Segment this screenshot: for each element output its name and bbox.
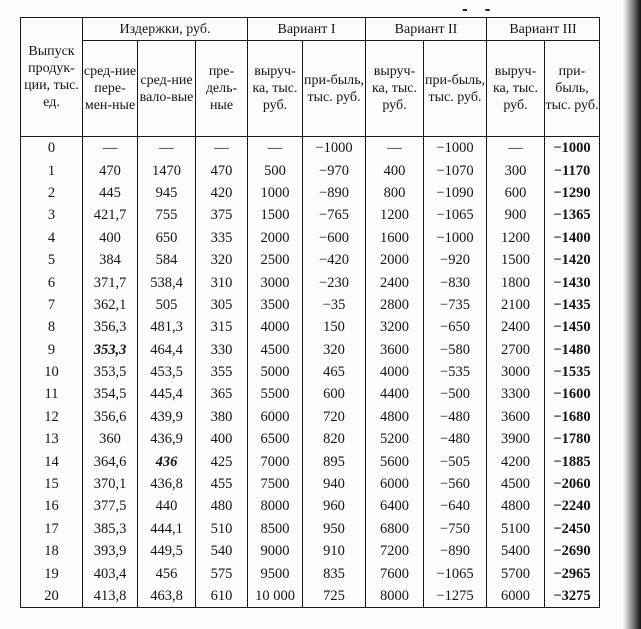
cell-avg-variable: 421,7 [83,204,138,226]
cell-revenue-1: 4000 [248,316,303,338]
cell-profit-1: 465 [303,361,366,383]
cell-revenue-2: 7200 [366,540,424,562]
table-row [21,383,600,405]
cell-profit-2: −505 [424,450,487,472]
header-profit-3: при-быль, тыс. руб. [545,41,600,137]
cell-profit-2: −500 [424,383,487,405]
cell-profit-3: −1680 [545,406,600,428]
table-row [21,406,600,428]
cell-marginal: 470 [196,159,248,181]
cell-avg-gross: 505 [138,294,196,316]
cell-profit-3: −2965 [545,562,600,584]
cell-revenue-1: 5000 [248,361,303,383]
cell-profit-1: 835 [303,562,366,584]
cell-profit-2: −580 [424,339,487,361]
cell-profit-3: −2060 [545,473,600,495]
cell-profit-3: −1420 [545,249,600,271]
cell-profit-2: −480 [424,428,487,450]
header-revenue-1: выруч-ка, тыс. руб. [248,41,303,137]
table-row [21,450,600,472]
cell-avg-gross: 436,8 [138,473,196,495]
cell-output: 11 [21,383,83,405]
cell-revenue-1: 2000 [248,227,303,249]
cell-revenue-1: 2500 [248,249,303,271]
cell-avg-variable: 360 [83,428,138,450]
header-variant-1: Вариант I [248,18,366,41]
header-revenue-2: выруч-ка, тыс. руб. [366,41,424,137]
cell-output: 19 [21,562,83,584]
cell-marginal: 335 [196,227,248,249]
cell-revenue-3: 4200 [487,450,545,472]
cell-avg-gross: 463,8 [138,585,196,608]
cell-avg-gross: 584 [138,249,196,271]
cell-revenue-1: 8000 [248,495,303,517]
table-row [21,271,600,293]
cell-revenue-2: 8000 [366,585,424,608]
cell-avg-variable: 356,6 [83,406,138,428]
cell-revenue-1: 10 000 [248,585,303,608]
cell-avg-gross: 440 [138,495,196,517]
cell-profit-1: 910 [303,540,366,562]
cell-avg-variable: 354,5 [83,383,138,405]
cell-output: 0 [21,137,83,160]
cell-avg-variable: — [83,137,138,160]
cell-profit-3: −1400 [545,227,600,249]
cell-marginal: 575 [196,562,248,584]
header-costs-group: Издержки, руб. [83,18,248,41]
table-row [21,159,600,181]
cell-avg-variable: 353,5 [83,361,138,383]
cell-revenue-2: 6800 [366,518,424,540]
cell-output: 15 [21,473,83,495]
table-row [21,249,600,271]
table-row [21,495,600,517]
cell-revenue-3: 600 [487,182,545,204]
table-row [21,227,600,249]
cell-avg-variable: 384 [83,249,138,271]
cell-avg-gross: 445,4 [138,383,196,405]
cell-marginal: — [196,137,248,160]
cell-profit-1: 950 [303,518,366,540]
cell-profit-1: −1000 [303,137,366,160]
cell-avg-variable: 356,3 [83,316,138,338]
table-row [21,585,600,608]
cell-profit-2: −1000 [424,137,487,160]
cell-avg-gross: 538,4 [138,271,196,293]
cell-profit-2: −560 [424,473,487,495]
cell-marginal: 365 [196,383,248,405]
cell-avg-variable: 413,8 [83,585,138,608]
cell-revenue-3: — [487,137,545,160]
table-row [21,540,600,562]
cell-revenue-1: — [248,137,303,160]
cell-marginal: 305 [196,294,248,316]
cell-revenue-3: 3900 [487,428,545,450]
cell-profit-3: −1450 [545,316,600,338]
cell-revenue-2: 2800 [366,294,424,316]
table-row [21,137,600,160]
table-row [21,182,600,204]
cell-profit-2: −480 [424,406,487,428]
cell-revenue-3: 1500 [487,249,545,271]
cell-avg-gross: 650 [138,227,196,249]
cell-revenue-2: 1600 [366,227,424,249]
cell-revenue-1: 5500 [248,383,303,405]
cell-marginal: 510 [196,518,248,540]
cell-profit-2: −1065 [424,204,487,226]
cell-revenue-3: 900 [487,204,545,226]
cell-revenue-3: 300 [487,159,545,181]
cell-output: 9 [21,339,83,361]
cell-profit-1: −890 [303,182,366,204]
cell-revenue-2: 1200 [366,204,424,226]
cell-marginal: 610 [196,585,248,608]
cell-revenue-2: 4400 [366,383,424,405]
cell-avg-gross: 444,1 [138,518,196,540]
cell-profit-3: −2690 [545,540,600,562]
cell-revenue-3: 3600 [487,406,545,428]
cell-revenue-1: 6000 [248,406,303,428]
cell-profit-1: −230 [303,271,366,293]
cell-profit-3: −1780 [545,428,600,450]
header-revenue-3: выруч-ка, тыс. руб. [487,41,545,137]
cell-profit-2: −1090 [424,182,487,204]
cell-profit-1: −970 [303,159,366,181]
cell-avg-gross: 755 [138,204,196,226]
cell-avg-gross: — [138,137,196,160]
table-body [21,137,600,608]
cell-avg-gross: 481,3 [138,316,196,338]
cell-avg-variable: 377,5 [83,495,138,517]
cell-revenue-1: 3000 [248,271,303,293]
cell-profit-2: −535 [424,361,487,383]
cell-profit-1: 320 [303,339,366,361]
cell-profit-3: −1885 [545,450,600,472]
cell-revenue-3: 5400 [487,540,545,562]
cell-avg-variable: 364,6 [83,450,138,472]
cell-output: 20 [21,585,83,608]
cell-revenue-1: 4500 [248,339,303,361]
cell-profit-3: −1290 [545,182,600,204]
cell-profit-2: −650 [424,316,487,338]
cell-marginal: 320 [196,249,248,271]
cell-profit-2: −890 [424,540,487,562]
table-row [21,204,600,226]
table-row [21,518,600,540]
cell-profit-3: −1000 [545,137,600,160]
cell-marginal: 480 [196,495,248,517]
cell-marginal: 375 [196,204,248,226]
cell-revenue-1: 7000 [248,450,303,472]
cell-avg-variable: 470 [83,159,138,181]
cell-avg-gross: 436 [138,450,196,472]
cell-output: 4 [21,227,83,249]
cell-revenue-3: 1200 [487,227,545,249]
cell-profit-3: −2450 [545,518,600,540]
header-variant-2: Вариант II [366,18,487,41]
cell-revenue-1: 9000 [248,540,303,562]
cell-revenue-2: 3200 [366,316,424,338]
cell-avg-variable: 353,3 [83,339,138,361]
cell-avg-variable: 403,4 [83,562,138,584]
cell-revenue-3: 5100 [487,518,545,540]
cell-profit-2: −1065 [424,562,487,584]
cell-revenue-2: 4800 [366,406,424,428]
cell-profit-1: 940 [303,473,366,495]
cell-avg-variable: 393,9 [83,540,138,562]
header-avg-gross: сред-ние вало-вые [138,41,196,137]
cell-revenue-2: 5600 [366,450,424,472]
cell-revenue-3: 2100 [487,294,545,316]
cell-profit-1: −420 [303,249,366,271]
cell-profit-2: −830 [424,271,487,293]
cell-profit-2: −1070 [424,159,487,181]
cell-profit-1: 960 [303,495,366,517]
cell-revenue-3: 1800 [487,271,545,293]
cell-revenue-2: 6400 [366,495,424,517]
cell-marginal: 420 [196,182,248,204]
cell-profit-2: −1275 [424,585,487,608]
table-row [21,562,600,584]
cell-revenue-1: 1000 [248,182,303,204]
cell-profit-3: −1600 [545,383,600,405]
cell-marginal: 380 [196,406,248,428]
cell-revenue-2: 800 [366,182,424,204]
cell-profit-3: −1480 [545,339,600,361]
cell-profit-2: −1000 [424,227,487,249]
cell-profit-1: −600 [303,227,366,249]
cell-profit-2: −640 [424,495,487,517]
cell-profit-1: −35 [303,294,366,316]
cell-output: 13 [21,428,83,450]
cell-revenue-3: 2700 [487,339,545,361]
cell-avg-variable: 385,3 [83,518,138,540]
cell-profit-1: −765 [303,204,366,226]
cell-profit-1: 725 [303,585,366,608]
cell-output: 10 [21,361,83,383]
table-row [21,316,600,338]
cell-profit-2: −750 [424,518,487,540]
cost-variants-table [20,17,600,608]
header-variant-3: Вариант III [487,18,600,41]
cell-revenue-3: 4800 [487,495,545,517]
cell-avg-gross: 456 [138,562,196,584]
cell-revenue-1: 6500 [248,428,303,450]
cell-marginal: 400 [196,428,248,450]
cell-profit-3: −1170 [545,159,600,181]
cell-revenue-3: 4500 [487,473,545,495]
cell-avg-variable: 371,7 [83,271,138,293]
cell-marginal: 315 [196,316,248,338]
cell-avg-gross: 453,5 [138,361,196,383]
cell-profit-2: −735 [424,294,487,316]
cell-profit-3: −3275 [545,585,600,608]
cell-avg-gross: 945 [138,182,196,204]
cell-revenue-3: 6000 [487,585,545,608]
cell-profit-3: −1430 [545,271,600,293]
cell-revenue-1: 500 [248,159,303,181]
cell-profit-3: −1365 [545,204,600,226]
cell-avg-gross: 449,5 [138,540,196,562]
cell-output: 12 [21,406,83,428]
cell-revenue-1: 1500 [248,204,303,226]
cell-marginal: 455 [196,473,248,495]
table-row [21,339,600,361]
cell-revenue-3: 3300 [487,383,545,405]
header-profit-2: при-быль, тыс. руб. [424,41,487,137]
cell-output: 8 [21,316,83,338]
cell-marginal: 330 [196,339,248,361]
cell-revenue-1: 9500 [248,562,303,584]
cell-profit-3: −2240 [545,495,600,517]
table-row [21,473,600,495]
cell-output: 6 [21,271,83,293]
cell-output: 3 [21,204,83,226]
table-row [21,294,600,316]
cell-revenue-2: 6000 [366,473,424,495]
cell-revenue-2: 2000 [366,249,424,271]
cell-revenue-2: 400 [366,159,424,181]
cell-output: 2 [21,182,83,204]
cell-profit-3: −1535 [545,361,600,383]
cell-revenue-2: 4000 [366,361,424,383]
cell-revenue-2: 7600 [366,562,424,584]
cell-revenue-1: 7500 [248,473,303,495]
cell-profit-2: −920 [424,249,487,271]
cell-profit-1: 150 [303,316,366,338]
cell-profit-1: 820 [303,428,366,450]
cell-avg-gross: 436,9 [138,428,196,450]
cell-marginal: 540 [196,540,248,562]
cell-avg-gross: 1470 [138,159,196,181]
cell-output: 17 [21,518,83,540]
cell-profit-1: 895 [303,450,366,472]
cell-profit-3: −1435 [545,294,600,316]
cell-revenue-1: 8500 [248,518,303,540]
cell-revenue-3: 2400 [487,316,545,338]
cell-marginal: 425 [196,450,248,472]
cell-avg-variable: 362,1 [83,294,138,316]
cell-revenue-3: 3000 [487,361,545,383]
cell-revenue-2: 5200 [366,428,424,450]
cell-marginal: 355 [196,361,248,383]
cell-revenue-2: 3600 [366,339,424,361]
table-row [21,361,600,383]
cell-output: 1 [21,159,83,181]
cell-profit-1: 600 [303,383,366,405]
header-profit-1: при-быль, тыс. руб. [303,41,366,137]
cell-profit-1: 720 [303,406,366,428]
cell-revenue-1: 3500 [248,294,303,316]
cell-avg-gross: 464,4 [138,339,196,361]
cell-avg-variable: 370,1 [83,473,138,495]
cell-avg-variable: 445 [83,182,138,204]
table-row [21,428,600,450]
cell-avg-variable: 400 [83,227,138,249]
cell-revenue-2: — [366,137,424,160]
cell-marginal: 310 [196,271,248,293]
cell-output: 5 [21,249,83,271]
cell-output: 18 [21,540,83,562]
cell-output: 14 [21,450,83,472]
header-marginal: пре-дель-ные [196,41,248,137]
top-marks: - - [462,2,497,18]
cell-revenue-3: 5700 [487,562,545,584]
cell-output: 7 [21,294,83,316]
header-output: Выпуск продук-ции, тыс. ед. [21,18,83,137]
cell-revenue-2: 2400 [366,271,424,293]
cell-output: 16 [21,495,83,517]
header-avg-variable: сред-ние пере-мен-ные [83,41,138,137]
cell-avg-gross: 439,9 [138,406,196,428]
